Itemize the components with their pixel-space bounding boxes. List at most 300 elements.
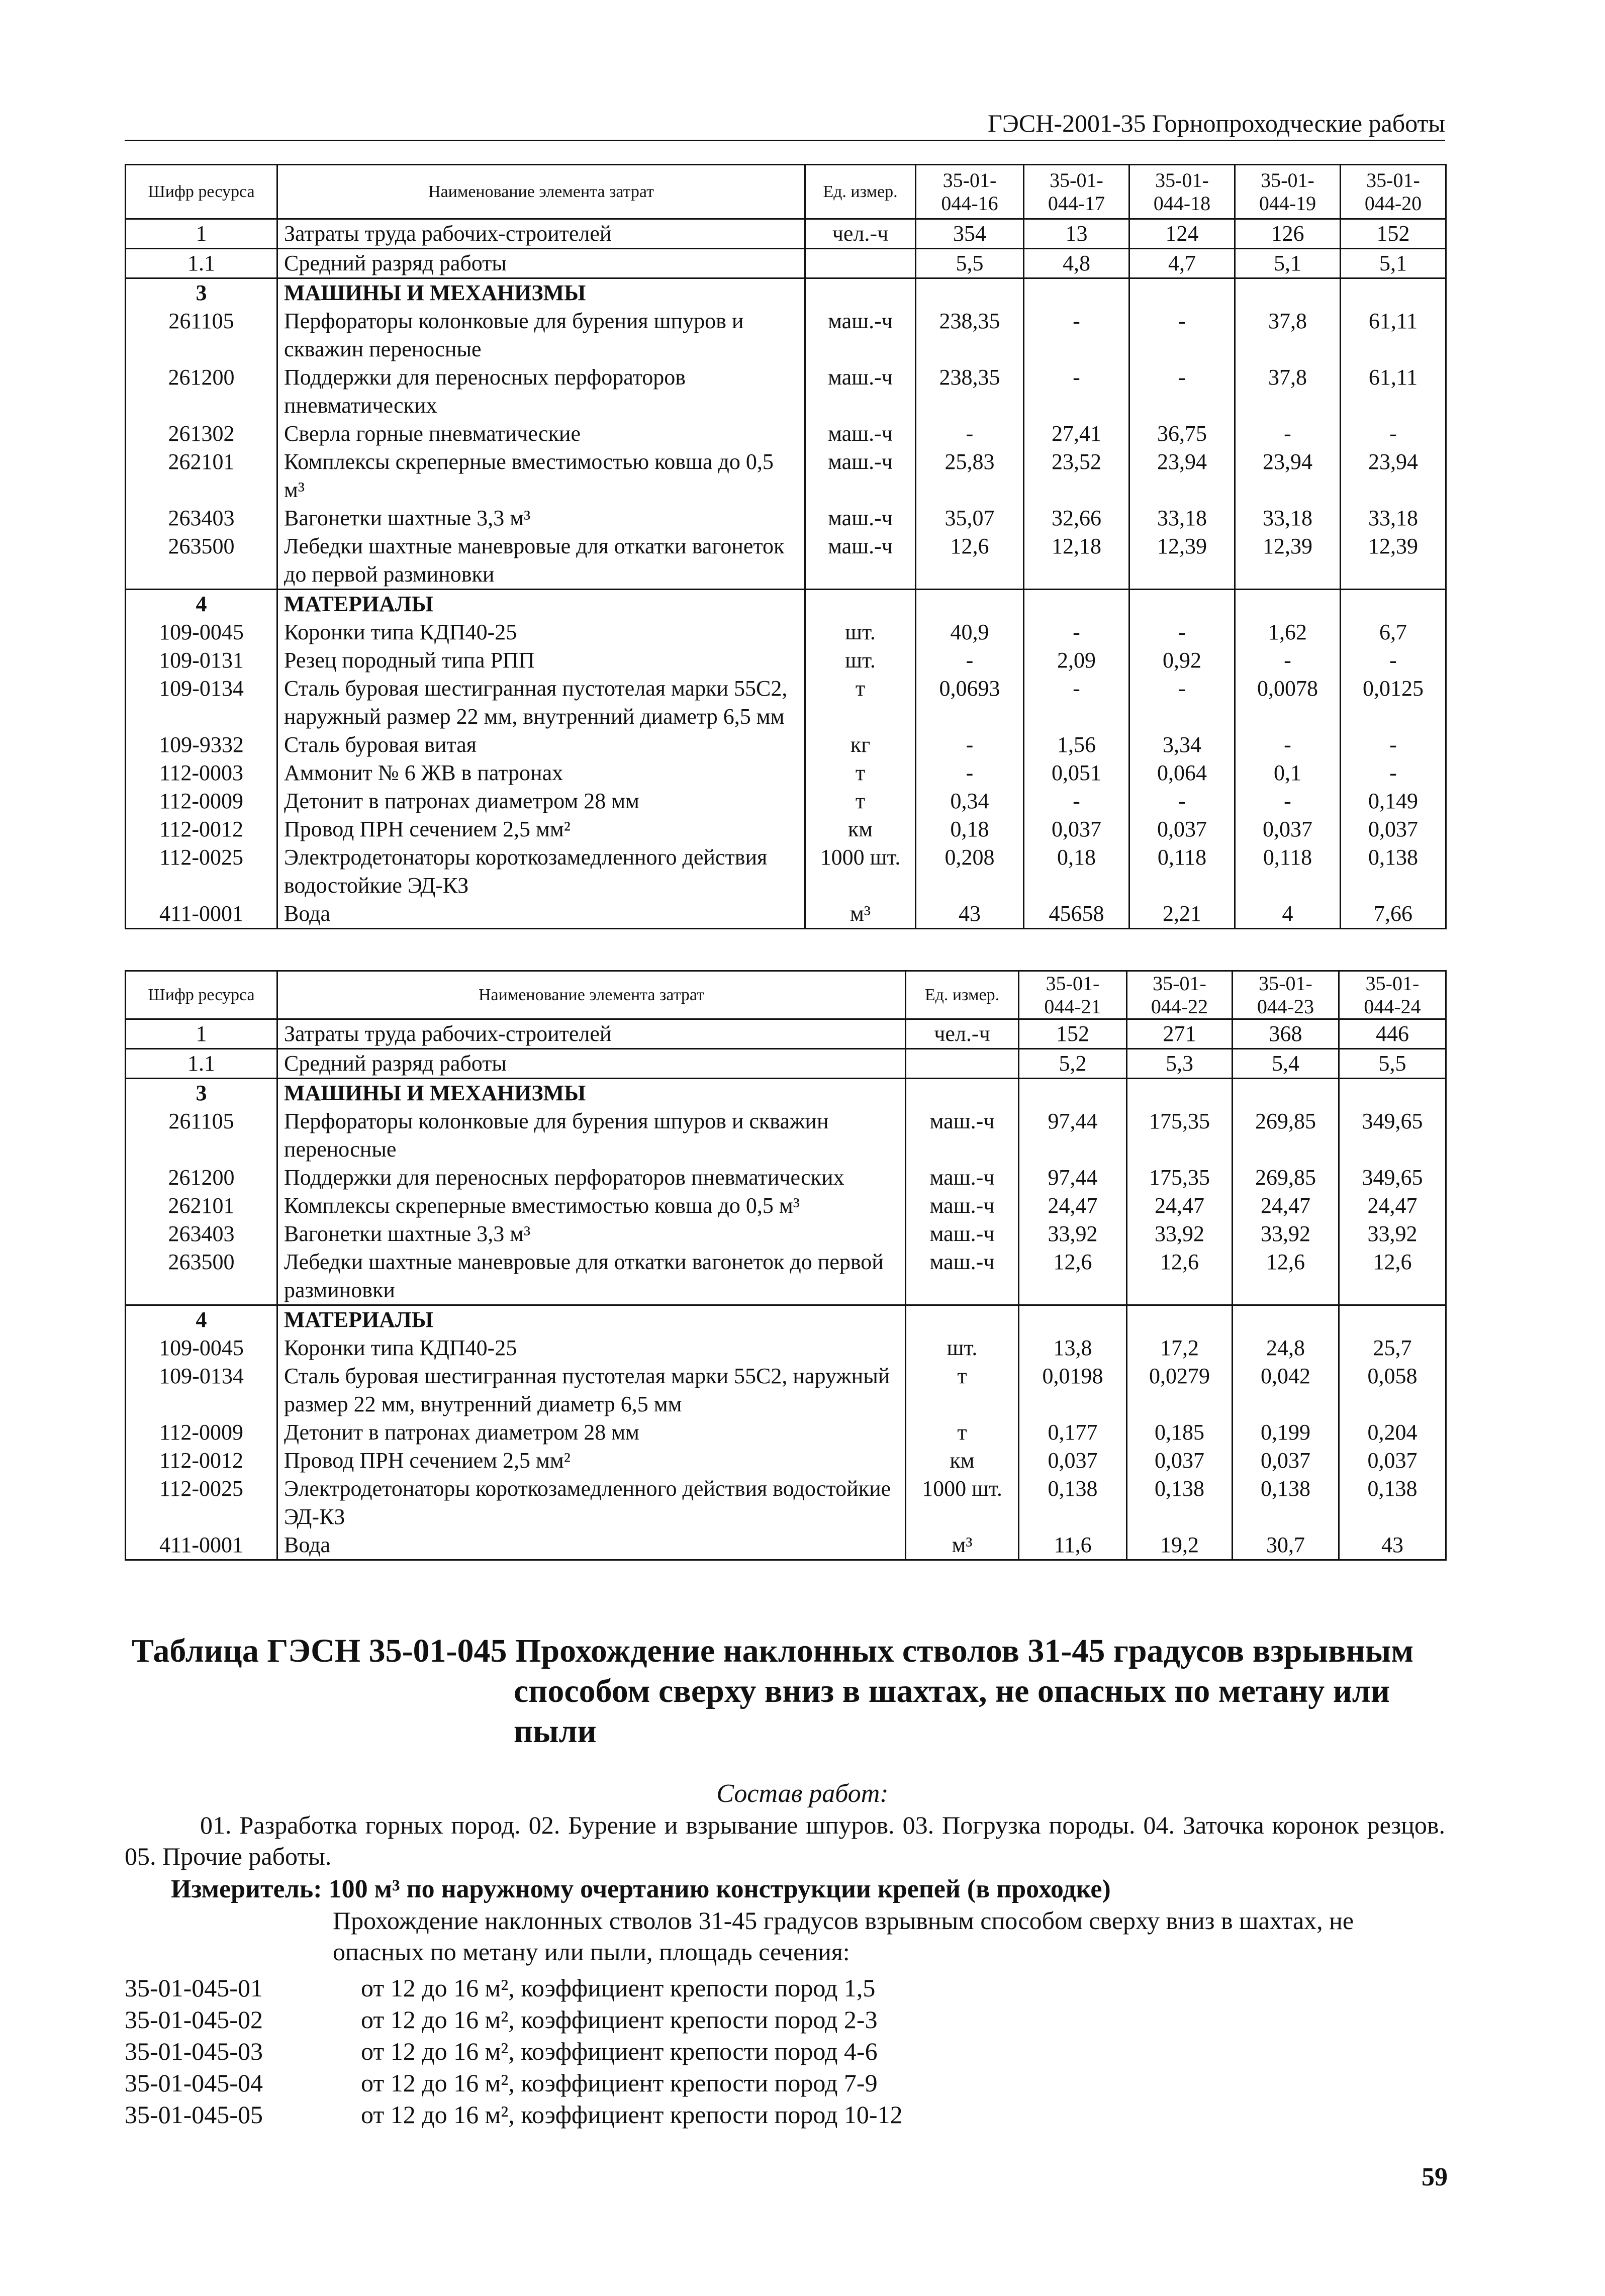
norm-value: 19,2 — [1127, 1531, 1233, 1560]
norm-value: 0,138 — [1339, 1475, 1446, 1531]
norm-value: 0,138 — [1019, 1475, 1127, 1531]
resource-code: 4 — [126, 1305, 277, 1334]
table-row — [126, 219, 1446, 249]
resource-unit: т — [906, 1418, 1019, 1447]
norm-value: - — [1341, 420, 1446, 448]
norm-code: 35-01-045-05 — [125, 2100, 263, 2129]
norm-value: - — [1235, 731, 1341, 759]
norm-value: 0,208 — [916, 843, 1024, 900]
norm-value — [916, 590, 1024, 619]
resource-name: Затраты труда рабочих-строителей — [277, 219, 805, 249]
norm-value: 40,9 — [916, 618, 1024, 646]
norm-value: 30,7 — [1233, 1531, 1339, 1560]
resource-unit: т — [906, 1362, 1019, 1418]
table-row — [126, 900, 1446, 929]
norm-value: 0,058 — [1339, 1362, 1446, 1418]
norm-value: 0,18 — [1024, 843, 1129, 900]
norm-value: 35,07 — [916, 504, 1024, 532]
table-row — [126, 1418, 1446, 1447]
norm-value — [1019, 1079, 1127, 1108]
norm-value: 0,0279 — [1127, 1362, 1233, 1418]
norm-value: 0,92 — [1129, 646, 1235, 675]
resource-code: 1.1 — [126, 249, 277, 278]
table-row — [126, 278, 1446, 308]
resource-name: Средний разряд работы — [277, 249, 805, 278]
resource-unit: маш.-ч — [805, 448, 916, 504]
norm-value: 0,0078 — [1235, 675, 1341, 731]
norm-value — [1341, 590, 1446, 619]
norm-value: 349,65 — [1339, 1107, 1446, 1164]
table-row — [126, 1531, 1446, 1560]
norm-text: от 12 до 16 м², коэффициент крепости пород 2-3 — [361, 2005, 878, 2034]
resource-code: 1 — [126, 1019, 277, 1049]
norm-value: 5,3 — [1127, 1049, 1233, 1079]
measure-description: Прохождение наклонных стволов 31-45 градусов взрывным способом сверху вниз в шахтах, не опасных по метану или пыли, площадь сечения: — [333, 1906, 1354, 1966]
resource-table-1 — [125, 164, 1447, 929]
running-header: ГЭСН-2001-35 Горнопроходческие работы — [988, 109, 1445, 137]
norm-value: - — [916, 646, 1024, 675]
col-header-norm: 35-01- 044-20 — [1341, 165, 1446, 219]
norm-value: 4 — [1235, 900, 1341, 929]
norm-text: от 12 до 16 м², коэффициент крепости пород 7-9 — [361, 2069, 878, 2097]
works-title: Состав работ: — [716, 1779, 889, 1808]
norm-value: 23,94 — [1129, 448, 1235, 504]
table-row — [126, 590, 1446, 619]
resource-code: 112-0003 — [126, 759, 277, 787]
norm-value: 37,8 — [1235, 363, 1341, 420]
resource-code: 263403 — [126, 1220, 277, 1248]
col-header-norm: 35-01- 044-23 — [1233, 971, 1339, 1019]
norm-value: 152 — [1019, 1019, 1127, 1049]
norm-value: 0,18 — [916, 815, 1024, 843]
resource-name: Сверла горные пневматические — [277, 420, 805, 448]
resource-name: Детонит в патронах диаметром 28 мм — [277, 1418, 906, 1447]
table-row — [126, 1447, 1446, 1475]
norm-value — [1341, 278, 1446, 308]
norm-value: 25,7 — [1339, 1334, 1446, 1362]
norm-value: 17,2 — [1127, 1334, 1233, 1362]
norm-value: 0,037 — [1235, 815, 1341, 843]
resource-unit: чел.-ч — [906, 1019, 1019, 1049]
resource-code: 109-0045 — [126, 1334, 277, 1362]
resource-code: 261105 — [126, 307, 277, 363]
col-header-norm: 35-01- 044-24 — [1339, 971, 1446, 1019]
norm-value: 0,037 — [1341, 815, 1446, 843]
resource-unit: шт. — [805, 618, 916, 646]
norm-value: 45658 — [1024, 900, 1129, 929]
norm-value: 126 — [1235, 219, 1341, 249]
norm-value: - — [1129, 675, 1235, 731]
norm-value: 0,0125 — [1341, 675, 1446, 731]
table-row — [126, 759, 1446, 787]
norm-value: 12,6 — [1019, 1248, 1127, 1305]
resource-unit: маш.-ч — [906, 1107, 1019, 1164]
caption-lead: Таблица ГЭСН 35-01-045 — [132, 1633, 516, 1669]
norm-value: - — [1235, 646, 1341, 675]
norm-value: 97,44 — [1019, 1164, 1127, 1192]
norm-text: от 12 до 16 м², коэффициент крепости пород 10-12 — [361, 2100, 903, 2129]
measure-line — [171, 1874, 1448, 1905]
resource-unit: км — [805, 815, 916, 843]
norm-value: 2,21 — [1129, 900, 1235, 929]
norm-value: 0,037 — [1233, 1447, 1339, 1475]
norm-value: - — [1129, 363, 1235, 420]
resource-code: 263500 — [126, 1248, 277, 1305]
resource-unit: маш.-ч — [906, 1164, 1019, 1192]
list-item — [125, 2099, 1445, 2131]
resource-unit — [906, 1305, 1019, 1334]
col-header-unit: Ед. измер. — [805, 165, 916, 219]
resource-unit: кг — [805, 731, 916, 759]
norm-value: 33,92 — [1019, 1220, 1127, 1248]
resource-code: 261200 — [126, 1164, 277, 1192]
norm-value: 11,6 — [1019, 1531, 1127, 1560]
resource-name: Поддержки для переносных перфораторов пневматических — [277, 363, 805, 420]
norm-value: 0,042 — [1233, 1362, 1339, 1418]
norm-value: 124 — [1129, 219, 1235, 249]
norm-value: 354 — [916, 219, 1024, 249]
col-header-name: Наименование элемента затрат — [277, 165, 805, 219]
resource-unit: 1000 шт. — [906, 1475, 1019, 1531]
resource-table-2 — [125, 970, 1447, 1561]
norm-value: 152 — [1341, 219, 1446, 249]
norm-value: 23,94 — [1341, 448, 1446, 504]
norm-code: 35-01-045-03 — [125, 2037, 263, 2065]
norm-value: 43 — [916, 900, 1024, 929]
resource-unit: маш.-ч — [906, 1248, 1019, 1305]
norm-value: 271 — [1127, 1019, 1233, 1049]
table-row — [126, 420, 1446, 448]
col-header-code: Шифр ресурса — [126, 165, 277, 219]
table-row — [126, 532, 1446, 590]
resource-name: Вода — [277, 1531, 906, 1560]
norm-code: 35-01-045-01 — [125, 1974, 263, 2002]
norm-value: 12,39 — [1235, 532, 1341, 590]
norm-value: 6,7 — [1341, 618, 1446, 646]
table-row — [126, 618, 1446, 646]
table-caption — [132, 1631, 1449, 1752]
norm-value: 175,35 — [1127, 1164, 1233, 1192]
norm-value: 5,2 — [1019, 1049, 1127, 1079]
table-row — [126, 363, 1446, 420]
col-header-norm: 35-01- 044-18 — [1129, 165, 1235, 219]
col-header-norm: 35-01- 044-22 — [1127, 971, 1233, 1019]
norm-value: 4,7 — [1129, 249, 1235, 278]
table-row — [126, 1334, 1446, 1362]
norm-value: - — [1129, 787, 1235, 815]
norm-value: 0,1 — [1235, 759, 1341, 787]
col-header-norm: 35-01- 044-19 — [1235, 165, 1341, 219]
norm-value: 33,18 — [1129, 504, 1235, 532]
resource-code: 4 — [126, 590, 277, 619]
resource-name: Перфораторы колонковые для бурения шпуров и скважин переносные — [277, 307, 805, 363]
norm-value: 33,92 — [1127, 1220, 1233, 1248]
resource-name: Комплексы скреперные вместимостью ковша до 0,5 м³ — [277, 1192, 906, 1220]
table-row — [126, 1475, 1446, 1531]
norm-value: 24,47 — [1233, 1192, 1339, 1220]
caption-text: Прохождение наклонных стволов 31-45 градусов взрывным — [515, 1633, 1414, 1669]
resource-code: 411-0001 — [126, 900, 277, 929]
norm-value — [1339, 1079, 1446, 1108]
norm-list — [125, 1972, 1445, 2131]
norm-value: - — [1024, 787, 1129, 815]
col-header-norm: 35-01- 044-17 — [1024, 165, 1129, 219]
resource-name: МАШИНЫ И МЕХАНИЗМЫ — [277, 278, 805, 308]
norm-value: 24,47 — [1127, 1192, 1233, 1220]
norm-code: 35-01-045-02 — [125, 2005, 263, 2034]
norm-value: 0,118 — [1235, 843, 1341, 900]
norm-value: - — [916, 759, 1024, 787]
norm-value: 24,47 — [1019, 1192, 1127, 1220]
norm-value: 12,18 — [1024, 532, 1129, 590]
norm-text: от 12 до 16 м², коэффициент крепости пород 4-6 — [361, 2037, 878, 2065]
norm-value: 0,051 — [1024, 759, 1129, 787]
measure-label: Измеритель: — [171, 1875, 322, 1903]
resource-code: 262101 — [126, 1192, 277, 1220]
norm-value: 23,94 — [1235, 448, 1341, 504]
norm-value: 32,66 — [1024, 504, 1129, 532]
norm-value: - — [1235, 787, 1341, 815]
norm-value: 12,6 — [1127, 1248, 1233, 1305]
resource-code: 3 — [126, 1079, 277, 1108]
table-row — [126, 1049, 1446, 1079]
norm-value — [1024, 278, 1129, 308]
works-text: 01. Разработка горных пород. 02. Бурение и взрывание шпуров. 03. Погрузка породы. 04. Заточка коронок резцов. 05. Прочие работы. — [125, 1811, 1445, 1870]
norm-value: 12,6 — [1233, 1248, 1339, 1305]
norm-code: 35-01-045-04 — [125, 2069, 263, 2097]
table-row — [126, 504, 1446, 532]
norm-value: 0,149 — [1341, 787, 1446, 815]
list-item — [125, 1972, 1445, 2004]
resource-unit: 1000 шт. — [805, 843, 916, 900]
norm-value: 7,66 — [1341, 900, 1446, 929]
resource-code: 262101 — [126, 448, 277, 504]
norm-value: 0,204 — [1339, 1418, 1446, 1447]
resource-unit: км — [906, 1447, 1019, 1475]
resource-name: Коронки типа КДП40-25 — [277, 618, 805, 646]
norm-value: 36,75 — [1129, 420, 1235, 448]
norm-value: - — [1341, 731, 1446, 759]
resource-name: Средний разряд работы — [277, 1049, 906, 1079]
norm-value: 238,35 — [916, 363, 1024, 420]
resource-name: Сталь буровая шестигранная пустотелая марки 55С2, наружный размер 22 мм, внутренний диаметр 6,5 мм — [277, 675, 805, 731]
norm-value: - — [1235, 420, 1341, 448]
table-row — [126, 675, 1446, 731]
page-number: 59 — [1422, 2163, 1448, 2191]
resource-unit: шт. — [906, 1334, 1019, 1362]
resource-unit — [805, 590, 916, 619]
norm-value: 269,85 — [1233, 1164, 1339, 1192]
norm-value — [1339, 1305, 1446, 1334]
table-row — [126, 448, 1446, 504]
col-header-name: Наименование элемента затрат — [277, 971, 906, 1019]
resource-code: 112-0009 — [126, 787, 277, 815]
resource-unit: т — [805, 787, 916, 815]
norm-value: 238,35 — [916, 307, 1024, 363]
norm-value: 24,47 — [1339, 1192, 1446, 1220]
norm-value: 5,5 — [916, 249, 1024, 278]
table-row — [126, 1164, 1446, 1192]
table-row — [126, 1079, 1446, 1108]
list-item — [125, 2036, 1445, 2067]
resource-code: 109-0045 — [126, 618, 277, 646]
resource-name: Коронки типа КДП40-25 — [277, 1334, 906, 1362]
resource-unit: маш.-ч — [805, 307, 916, 363]
norm-value: 0,037 — [1019, 1447, 1127, 1475]
norm-value: - — [1024, 618, 1129, 646]
resource-name: Электродетонаторы короткозамедленного действия водостойкие ЭД-КЗ — [277, 1475, 906, 1531]
table-row — [126, 1362, 1446, 1418]
table-row — [126, 1192, 1446, 1220]
table-row — [126, 843, 1446, 900]
norm-value: 0,138 — [1341, 843, 1446, 900]
resource-unit: маш.-ч — [805, 504, 916, 532]
resource-name: Провод ПРН сечением 2,5 мм² — [277, 815, 805, 843]
resource-name: МАТЕРИАЛЫ — [277, 1305, 906, 1334]
norm-value: 5,1 — [1235, 249, 1341, 278]
resource-code: 112-0025 — [126, 1475, 277, 1531]
norm-value — [1127, 1305, 1233, 1334]
resource-name: МАТЕРИАЛЫ — [277, 590, 805, 619]
resource-code: 109-0134 — [126, 675, 277, 731]
norm-value: 12,6 — [1339, 1248, 1446, 1305]
resource-unit — [906, 1049, 1019, 1079]
norm-value: 0,138 — [1233, 1475, 1339, 1531]
col-header-norm: 35-01- 044-21 — [1019, 971, 1127, 1019]
norm-value — [916, 278, 1024, 308]
table-row — [126, 646, 1446, 675]
norm-value: 25,83 — [916, 448, 1024, 504]
resource-name: Лебедки шахтные маневровые для откатки вагонеток до первой разминовки — [277, 532, 805, 590]
measure-value: 100 м³ по наружному очертанию конструкции крепей (в проходке) — [328, 1875, 1111, 1903]
resource-unit: шт. — [805, 646, 916, 675]
norm-value: 61,11 — [1341, 363, 1446, 420]
norm-value: 12,6 — [916, 532, 1024, 590]
norm-value: 5,4 — [1233, 1049, 1339, 1079]
norm-value — [1024, 590, 1129, 619]
resource-code: 112-0025 — [126, 843, 277, 900]
norm-value: - — [1341, 646, 1446, 675]
norm-value — [1019, 1305, 1127, 1334]
norm-value: 0,185 — [1127, 1418, 1233, 1447]
resource-name: Резец породный типа РПП — [277, 646, 805, 675]
resource-name: Перфораторы колонковые для бурения шпуров и скважин переносные — [277, 1107, 906, 1164]
resource-name: Электродетонаторы короткозамедленного действия водостойкие ЭД-КЗ — [277, 843, 805, 900]
norm-value: - — [1129, 307, 1235, 363]
resource-name: Сталь буровая витая — [277, 731, 805, 759]
resource-code: 109-0134 — [126, 1362, 277, 1418]
table-row — [126, 1019, 1446, 1049]
norm-value: 446 — [1339, 1019, 1446, 1049]
table-row — [126, 1248, 1446, 1305]
norm-value: - — [1341, 759, 1446, 787]
norm-value: 349,65 — [1339, 1164, 1446, 1192]
resource-unit: маш.-ч — [906, 1192, 1019, 1220]
norm-value: 0,037 — [1127, 1447, 1233, 1475]
resource-unit: м³ — [906, 1531, 1019, 1560]
norm-value: 3,34 — [1129, 731, 1235, 759]
norm-value: 0,037 — [1024, 815, 1129, 843]
resource-name: МАШИНЫ И МЕХАНИЗМЫ — [277, 1079, 906, 1108]
resource-code: 3 — [126, 278, 277, 308]
norm-value: 33,92 — [1339, 1220, 1446, 1248]
norm-value — [1127, 1079, 1233, 1108]
norm-value: 0,064 — [1129, 759, 1235, 787]
table-row — [126, 1220, 1446, 1248]
resource-code: 263403 — [126, 504, 277, 532]
col-header-norm: 35-01- 044-16 — [916, 165, 1024, 219]
norm-value: 0,177 — [1019, 1418, 1127, 1447]
norm-value: 13 — [1024, 219, 1129, 249]
col-header-unit: Ед. измер. — [906, 971, 1019, 1019]
norm-value: 4,8 — [1024, 249, 1129, 278]
table-row — [126, 815, 1446, 843]
norm-value — [1233, 1079, 1339, 1108]
norm-value: 27,41 — [1024, 420, 1129, 448]
norm-value: 24,8 — [1233, 1334, 1339, 1362]
norm-value: 12,39 — [1341, 532, 1446, 590]
table-row — [126, 1107, 1446, 1164]
norm-value: - — [1024, 675, 1129, 731]
resource-code: 1 — [126, 219, 277, 249]
norm-value: 0,199 — [1233, 1418, 1339, 1447]
norm-value: 1,56 — [1024, 731, 1129, 759]
norm-value — [1235, 278, 1341, 308]
norm-value: 37,8 — [1235, 307, 1341, 363]
caption-rest: способом сверху вниз в шахтах, не опасных по метану или пыли — [514, 1673, 1390, 1750]
resource-code: 1.1 — [126, 1049, 277, 1079]
table-row — [126, 249, 1446, 278]
norm-value: 23,52 — [1024, 448, 1129, 504]
resource-name: Поддержки для переносных перфораторов пневматических — [277, 1164, 906, 1192]
norm-value — [1129, 278, 1235, 308]
table-row — [126, 307, 1446, 363]
norm-value: 175,35 — [1127, 1107, 1233, 1164]
norm-value: 12,39 — [1129, 532, 1235, 590]
resource-code: 112-0009 — [126, 1418, 277, 1447]
resource-unit: т — [805, 675, 916, 731]
list-item — [125, 2067, 1445, 2099]
norm-value: - — [916, 420, 1024, 448]
norm-value: 5,1 — [1341, 249, 1446, 278]
resource-name: Вагонетки шахтные 3,3 м³ — [277, 504, 805, 532]
resource-unit — [906, 1079, 1019, 1108]
col-header-code: Шифр ресурса — [126, 971, 277, 1019]
norm-value: - — [1024, 307, 1129, 363]
norm-value — [1233, 1305, 1339, 1334]
header-rule — [125, 140, 1445, 141]
table-row — [126, 1305, 1446, 1334]
resource-code: 109-9332 — [126, 731, 277, 759]
resource-code: 112-0012 — [126, 1447, 277, 1475]
resource-code: 109-0131 — [126, 646, 277, 675]
norm-value: 61,11 — [1341, 307, 1446, 363]
norm-value: 0,34 — [916, 787, 1024, 815]
resource-unit: маш.-ч — [805, 363, 916, 420]
norm-value — [1129, 590, 1235, 619]
table-row — [126, 787, 1446, 815]
resource-name: Затраты труда рабочих-строителей — [277, 1019, 906, 1049]
resource-code: 261302 — [126, 420, 277, 448]
resource-unit — [805, 278, 916, 308]
resource-unit: маш.-ч — [805, 532, 916, 590]
norm-value: 33,92 — [1233, 1220, 1339, 1248]
resource-name: Сталь буровая шестигранная пустотелая марки 55С2, наружный размер 22 мм, внутренний диаметр 6,5 мм — [277, 1362, 906, 1418]
norm-value: - — [1024, 363, 1129, 420]
norm-value: 2,09 — [1024, 646, 1129, 675]
list-item — [125, 2004, 1445, 2036]
norm-value: 0,138 — [1127, 1475, 1233, 1531]
